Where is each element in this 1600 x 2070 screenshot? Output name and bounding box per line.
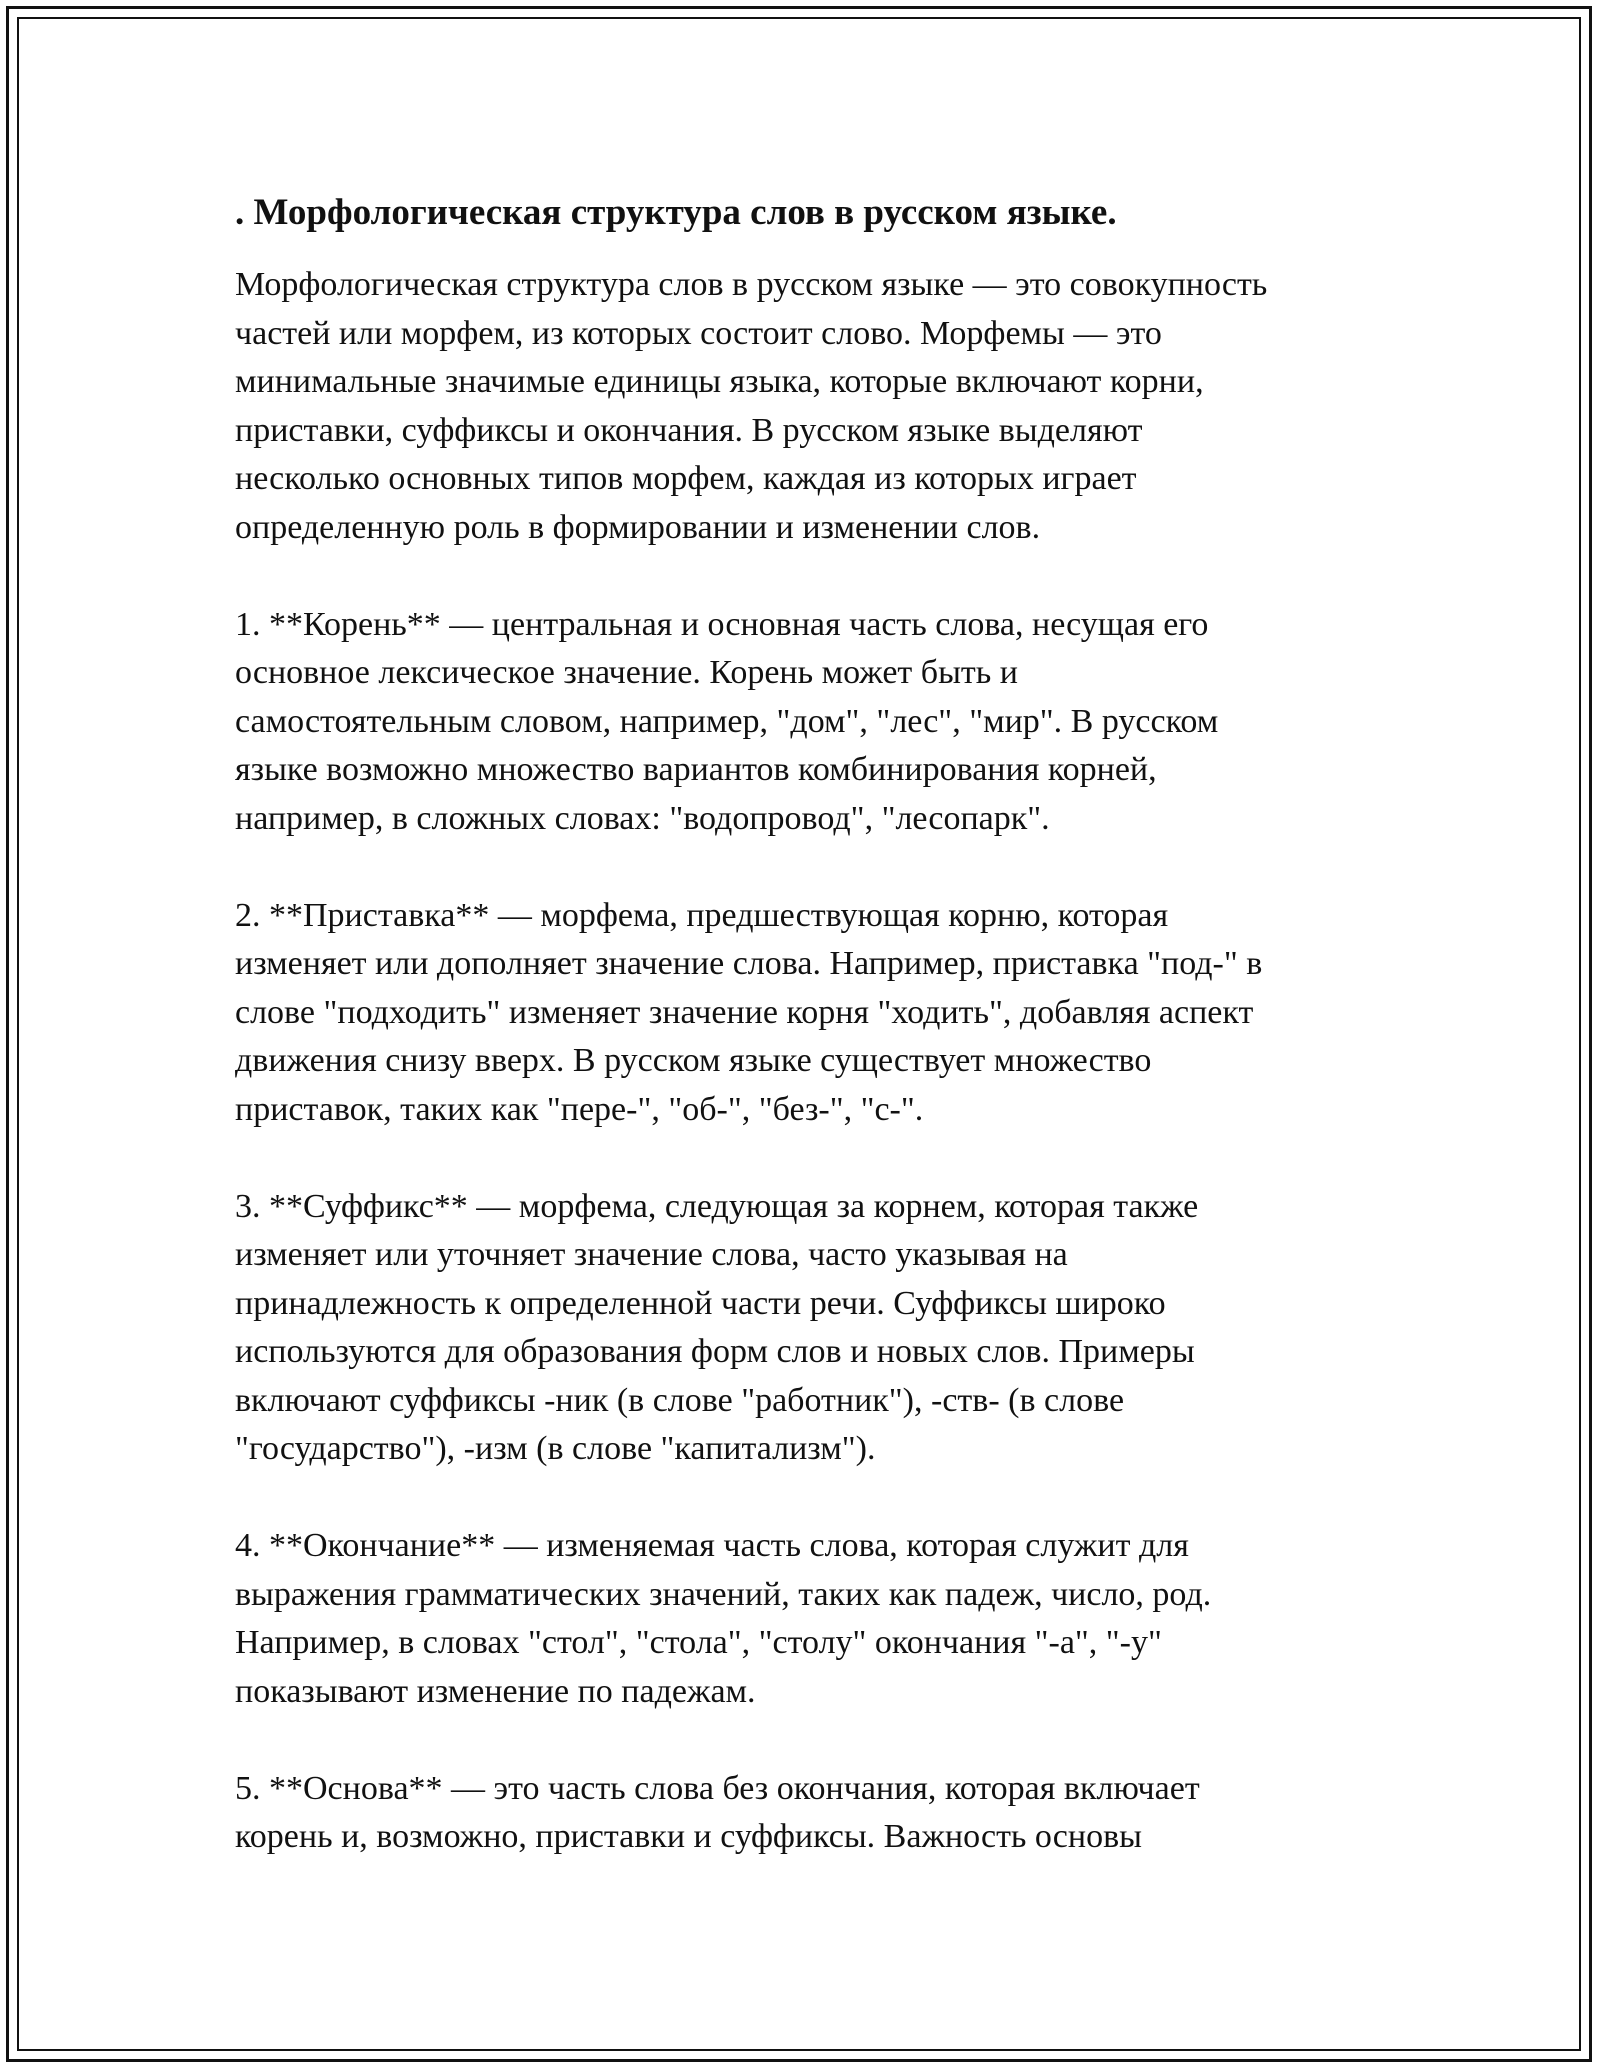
- text-line: минимальные значимые единицы языка, которые включают корни,: [235, 363, 1204, 400]
- paragraph-intro: [235, 261, 1365, 552]
- text-line: Например, в словах "стол", "стола", "столу" окончания "-а", "-у": [235, 1624, 1162, 1661]
- paragraph-ending: [235, 1522, 1365, 1716]
- document-title: . Морфологическая структура слов в русском языке.: [235, 192, 1117, 233]
- text-line: движения снизу вверх. В русском языке существует множество: [235, 1042, 1152, 1079]
- text-line: показывают изменение по падежам.: [235, 1672, 756, 1710]
- text-line: слове "подходить" изменяет значение корня "ходить", добавляя аспект: [235, 993, 1254, 1031]
- text-line: основное лексическое значение. Корень может быть и: [235, 654, 1018, 691]
- text-line: 5. **Основа** — это часть слова без окончания, которая включает: [235, 1769, 1200, 1807]
- paragraph-prefix: [235, 892, 1365, 1135]
- paragraph-stem: [235, 1765, 1365, 1862]
- text-line: выражения грамматических значений, таких как падеж, число, род.: [235, 1575, 1212, 1613]
- text-line: Морфологическая структура слов в русском языке — это совокупность: [235, 266, 1268, 303]
- text-line: приставок, таких как "пере-", "об-", "без-", "с-".: [235, 1090, 924, 1128]
- text-line: 1. **Корень** — центральная и основная часть слова, несущая его: [235, 605, 1209, 643]
- text-line: включают суффиксы -ник (в слове "работник"), -ств- (в слове: [235, 1381, 1125, 1419]
- text-line: несколько основных типов морфем, каждая из которых играет: [235, 460, 1137, 497]
- text-line: частей или морфем, из которых состоит слово. Морфемы — это: [235, 314, 1162, 352]
- text-line: "государство"), -изм (в слове "капитализм").: [235, 1430, 876, 1467]
- text-line: 4. **Окончание** — изменяемая часть слова, которая служит для: [235, 1527, 1189, 1564]
- text-line: используются для образования форм слов и новых слов. Примеры: [235, 1333, 1195, 1370]
- text-line: изменяет или уточняет значение слова, часто указывая на: [235, 1236, 1068, 1273]
- paragraph-root: [235, 601, 1365, 844]
- text-line: самостоятельным словом, например, "дом", "лес", "мир". В русском: [235, 702, 1219, 740]
- text-line: корень и, возможно, приставки и суффиксы. Важность основы: [235, 1818, 1142, 1855]
- text-line: 2. **Приставка** — морфема, предшествующая корню, которая: [235, 896, 1169, 934]
- text-line: принадлежность к определенной части речи. Суффиксы широко: [235, 1284, 1166, 1322]
- document-body: [235, 185, 1365, 1910]
- text-line: приставки, суффиксы и окончания. В русском языке выделяют: [235, 411, 1143, 449]
- text-line: языке возможно множество вариантов комбинирования корней,: [235, 751, 1157, 788]
- text-line: например, в сложных словах: "водопровод", "лесопарк".: [235, 799, 1050, 837]
- paragraph-suffix: [235, 1183, 1365, 1474]
- text-line: 3. **Суффикс** — морфема, следующая за корнем, которая также: [235, 1187, 1199, 1225]
- text-line: определенную роль в формировании и изменении слов.: [235, 508, 1041, 546]
- text-line: изменяет или дополняет значение слова. Например, приставка "под-" в: [235, 945, 1263, 982]
